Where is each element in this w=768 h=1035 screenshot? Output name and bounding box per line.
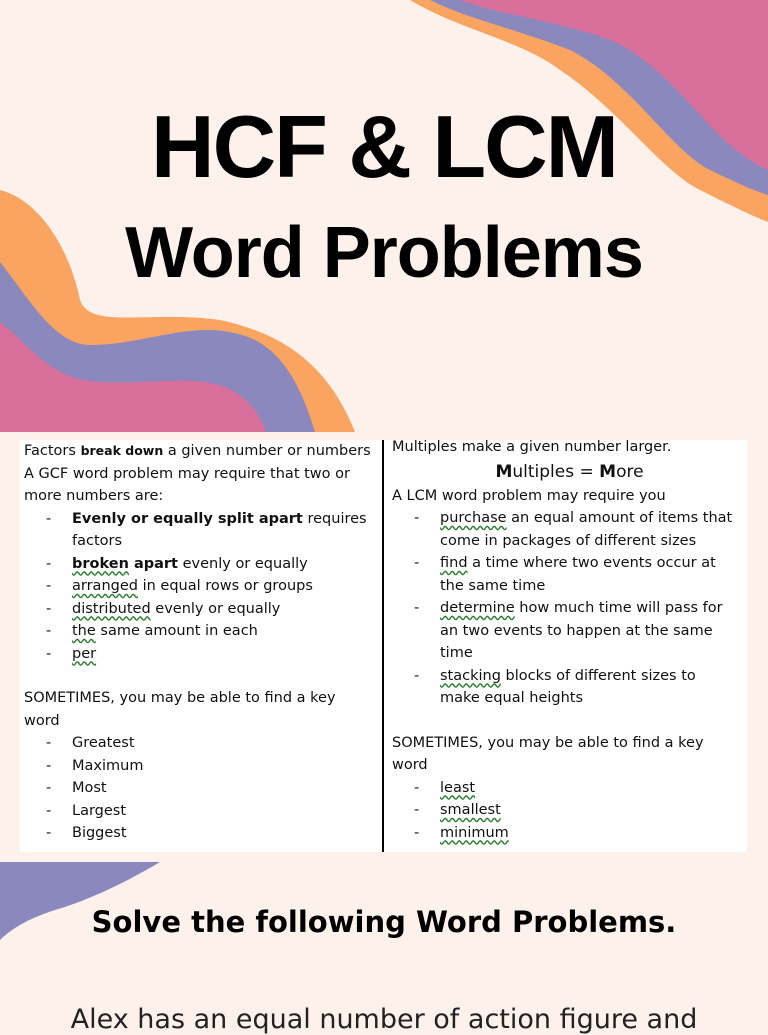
list-item: an two events to happen at the same	[440, 622, 713, 639]
keyword-item: - minimum	[414, 824, 509, 841]
lcm-line-2: A LCM word problem may require you	[392, 487, 666, 504]
list-item: - Evenly or equally split apart requires	[46, 510, 367, 527]
column-divider	[382, 440, 384, 852]
list-item: - per	[46, 645, 97, 662]
lcm-column	[392, 436, 747, 852]
gcf-intro	[24, 440, 380, 463]
problem-text: Alex has an equal number of action figure and	[70, 1004, 698, 1035]
gcf-column	[24, 440, 380, 852]
list-item: - broken apart evenly or equally	[46, 555, 308, 572]
intro-text: Factors	[24, 443, 81, 459]
list-item: - determine how much time will pass for	[414, 600, 723, 616]
list-item: - find a time where two events occur at	[414, 555, 716, 571]
list-item: make equal heights	[440, 690, 584, 706]
lcm-intro: Multiples make a given number larger.	[392, 439, 672, 455]
list-item: - the same amount in each	[46, 623, 258, 639]
keyword-item: - smallest	[414, 802, 501, 818]
list-item: time	[440, 645, 473, 661]
gcf-keyword-line-2: word	[24, 712, 60, 729]
multiples-equation: Multiples = More	[495, 461, 644, 482]
keyword-item: - Largest	[46, 802, 127, 819]
gcf-line-2: A GCF word problem may require that two or	[24, 465, 350, 482]
list-item: - arranged in equal rows or groups	[46, 578, 313, 594]
title-line-1: HCF & LCM	[151, 97, 617, 196]
list-item: factors	[72, 533, 123, 549]
keyword-item: - Maximum	[46, 757, 144, 774]
instructions-heading: Solve the following Word Problems.	[91, 905, 677, 939]
intro-bold: break down	[80, 443, 164, 458]
list-item: come in packages of different sizes	[440, 532, 697, 549]
list-item: - purchase an equal amount of items that	[414, 510, 733, 526]
notes-panel	[20, 440, 747, 852]
keyword-item: - Greatest	[46, 735, 135, 751]
title-line-2: Word Problems	[125, 213, 643, 293]
keyword-item: - least	[414, 779, 476, 796]
list-item: - distributed evenly or equally	[46, 600, 281, 617]
gcf-line-3: more numbers are:	[24, 488, 164, 504]
list-item: - stacking blocks of different sizes to	[414, 667, 696, 684]
keyword-item: - Most	[46, 780, 107, 796]
list-item: the same time	[440, 577, 546, 594]
intro-text-2: a given number or numbers	[163, 443, 371, 459]
lcm-keyword-line-2: word	[392, 757, 428, 773]
keyword-item: - Biggest	[46, 825, 127, 841]
lcm-keyword-line-1: SOMETIMES, you may be able to find a key	[392, 734, 704, 751]
gcf-keyword-line-1: SOMETIMES, you may be able to find a key	[24, 690, 336, 706]
